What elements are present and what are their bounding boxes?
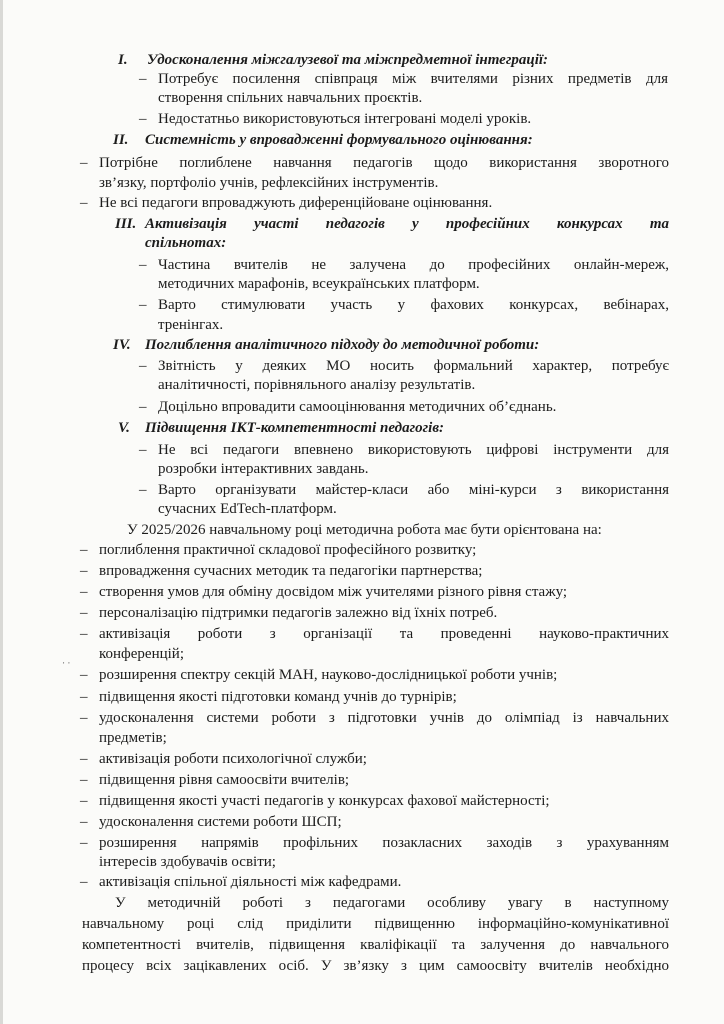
list-item-text: удосконалення системи роботи з підготовки учнів до олімпіад із навчальних [99,710,669,726]
list-item-text: Потребує посилення співпраця між вчителями різних предметів для [158,71,668,87]
list-dash: – [80,626,88,642]
list-item-text: активізація спільної діяльності між кафедрами. [99,874,402,890]
list-item-text: удосконалення системи роботи ШСП; [99,814,342,830]
section-title: Поглиблення аналітичного підходу до методичної роботи: [145,337,540,353]
list-item-text: розширення напрямів профільних позакласних заходів з урахуванням [99,835,669,851]
list-dash: – [80,710,88,726]
list-item-text: конференцій; [99,646,185,662]
list-item-text: Доцільно впровадити самооцінювання методичних об’єднань. [158,399,557,415]
paragraph-line: процесу всіх зацікавлених осіб. У зв’язку з цим самоосвіту вчителів необхідно [82,958,669,974]
list-item-text: Варто стимулювати участь у фахових конкурсах, вебінарах, [158,297,669,313]
section-title: спільнотах: [145,235,227,251]
list-dash: – [80,542,88,558]
list-dash: – [80,605,88,621]
list-dash: – [80,874,88,890]
section-title: Підвищення ІКТ-компетентності педагогів: [145,420,445,436]
list-item-text: впровадження сучасних методик та педагогіки партнерства; [99,563,483,579]
list-dash: – [80,772,88,788]
list-dash: – [80,584,88,600]
list-dash: – [139,358,147,374]
section-numeral: IV. [113,337,131,353]
list-dash: – [80,835,88,851]
list-item-text: Не всі педагоги впевнено використовують цифрові інструменти для [158,442,669,458]
list-item-text: створення умов для обміну досвідом між учителями різного рівня стажу; [99,584,568,600]
list-dash: – [139,399,147,415]
list-item-text: інтересів здобувачів освіти; [99,854,276,870]
list-item-text: розробки інтерактивних завдань. [158,461,369,477]
list-item-text: поглиблення практичної складової професійного розвитку; [99,542,477,558]
list-item-text: створення спільних навчальних проєктів. [158,90,423,106]
list-dash: – [80,155,88,171]
section-numeral: II. [113,132,129,148]
list-item-text: предметів; [99,730,167,746]
list-item-text: зв’язку, портфоліо учнів, рефлексійних інструментів. [99,175,439,191]
list-item-text: активізація роботи з організації та проведенні науково-практичних [99,626,669,642]
list-dash: – [80,751,88,767]
list-dash: – [139,71,147,87]
section-title: Активізація участі педагогів у професійних конкурсах та [145,216,669,232]
list-dash: – [80,563,88,579]
list-item-text: Недостатньо використовуються інтегровані моделі уроків. [158,111,532,127]
list-item-text: методичних марафонів, всеукраїнських платформ. [158,276,480,292]
list-dash: – [80,667,88,683]
list-dash: – [80,814,88,830]
list-dash: – [80,793,88,809]
list-item-text: Звітність у деяких МО носить формальний характер, потребує [158,358,669,374]
orientation-intro: У 2025/2026 навчальному році методична робота має бути орієнтована на: [127,522,602,538]
list-item-text: аналітичності, порівняльного аналізу результатів. [158,377,476,393]
list-item-text: активізація роботи психологічної служби; [99,751,367,767]
list-item-text: Не всі педагоги впроваджують диференційоване оцінювання. [99,195,493,211]
list-item-text: персоналізацію підтримки педагогів залежно від їхніх потреб. [99,605,498,621]
section-title: Удосконалення міжгалузевої та міжпредметної інтеграції: [147,52,549,68]
list-dash: – [139,297,147,313]
section-numeral: III. [115,216,137,232]
list-dash: – [80,689,88,705]
list-item-text: підвищення якості підготовки команд учнів до турнірів; [99,689,457,705]
list-dash: – [80,195,88,211]
list-item-text: Частина вчителів не залучена до професійних онлайн-мереж, [158,257,669,273]
list-item-text: розширення спектру секцій МАН, науково-дослідницької роботи учнів; [99,667,558,683]
section-title: Системність у впровадженні формувального оцінювання: [145,132,533,148]
list-item-text: Варто організувати майстер-класи або міні-курси з використання [158,482,669,498]
list-item-text: Потрібне поглиблене навчання педагогів щодо використання зворотного [99,155,669,171]
paragraph-line: У методичній роботі з педагогами особливу увагу в наступному [115,895,669,911]
list-dash: – [139,257,147,273]
list-item-text: сучасних EdTech-платформ. [158,501,337,517]
section-numeral: I. [118,52,128,68]
list-item-text: тренінгах. [158,317,224,333]
list-item-text: підвищення рівня самоосвіти вчителів; [99,772,350,788]
list-dash: – [139,482,147,498]
list-item-text: підвищення якості участі педагогів у конкурсах фахової майстерності; [99,793,550,809]
paragraph-line: навчальному році слід приділити підвищенню інформаційно-комунікативної [82,916,669,932]
section-numeral: V. [118,420,130,436]
list-dash: – [139,442,147,458]
scan-edge [0,0,3,1024]
list-dash: – [139,111,147,127]
paragraph-line: компетентності вчителів, підвищення кваліфікації та залучення до навчального [82,937,669,953]
scan-speck: ⋅ ⋅ [62,658,71,668]
